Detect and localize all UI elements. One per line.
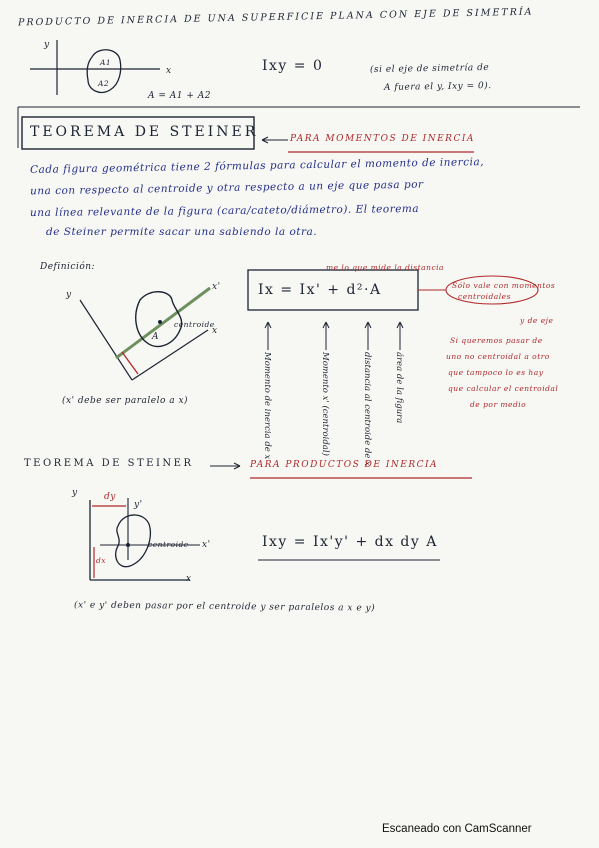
steiner2-title: TEOREMA DE STEINER (24, 458, 194, 469)
s2-axis-xp: x' (202, 540, 211, 550)
paragraph-line-4: de Steiner permite sacar una sabiendo la otra. (46, 226, 318, 238)
label-a2: A2 (98, 79, 110, 88)
axis-x-label: x (166, 66, 172, 76)
side-note-5: de por medio (470, 400, 527, 409)
vertical-label-4: área de la figura (394, 352, 404, 424)
def-parallel-note: (x' debe ser paralelo a x) (62, 396, 189, 406)
steiner-product-formula: Ixy = Ix'y' + dx dy A (262, 534, 438, 550)
page-title: PRODUCTO DE INERCIA DE UNA SUPERFICIE PLANA CON EJE DE SIMETRÍA (17, 6, 534, 29)
s2-axis-yp: y' (134, 500, 143, 510)
s2-centroid-label: centroide (148, 540, 189, 549)
side-note-3: que tampoco lo es hay (448, 368, 544, 377)
symmetry-note-line1: (si el eje de simetría de (369, 62, 490, 76)
steiner-title: TEOREMA DE STEINER (30, 124, 259, 140)
axis-y-label: y (44, 40, 50, 50)
s2-label-dy: dy (104, 492, 116, 502)
side-note-2: uno no centroidal a otro (446, 352, 550, 361)
paragraph-line-1: Cada figura geométrica tiene 2 fórmulas para calcular el momento de inercia, (29, 156, 485, 176)
label-a1: A1 (100, 58, 112, 67)
red-note-line2: centroidales (458, 292, 511, 301)
s2-note: (x' e y' deben pasar por el centroide y ser paralelos a x e y) (73, 600, 376, 614)
steiner-subtitle: PARA MOMENTOS DE INERCIA (290, 134, 475, 144)
side-note-4: que calcular el centroidal (448, 384, 559, 393)
red-note-line1: Sólo vale con momentos (452, 281, 556, 290)
paragraph-line-3: una línea relevante de la figura (cara/cateto/diámetro). El teorema (29, 202, 420, 220)
side-note-1: Si queremos pasar de (450, 336, 543, 345)
def-axis-xp: x' (212, 282, 221, 292)
vertical-label-3: distancia al centroide de x (362, 352, 372, 466)
area-equation: A = A1 + A2 (148, 91, 211, 101)
s2-axis-y: y (72, 488, 78, 498)
def-axis-y: y (66, 290, 72, 300)
paragraph-line-2: una con respecto al centroide y otra respecto a un eje que pasa por (29, 178, 424, 198)
scanner-watermark: Escaneado con CamScanner (382, 823, 532, 835)
vertical-label-1: Momento de inercia de x (262, 352, 272, 460)
symmetry-note-line2: A fuera el y, Ixy = 0). (383, 81, 492, 93)
definition-label: Definición: (40, 262, 96, 272)
def-centroid-label: centroide (174, 320, 215, 329)
def-axis-x: x (212, 326, 218, 336)
ixy-zero-equation: Ixy = 0 (262, 58, 324, 74)
formula-annotation: me lo que mide la distancia (326, 263, 445, 272)
steiner-moment-formula: Ix = Ix' + d²·A (258, 282, 382, 298)
steiner2-subtitle: PARA PRODUCTOS DE INERCIA (250, 460, 439, 470)
red-note-line3: y de eje (520, 316, 554, 325)
s2-label-dx: dx (96, 556, 107, 565)
def-area-label: A (152, 332, 159, 342)
s2-axis-x: x (186, 574, 192, 584)
vertical-label-2: Momento x' (centroidal) (320, 352, 330, 456)
